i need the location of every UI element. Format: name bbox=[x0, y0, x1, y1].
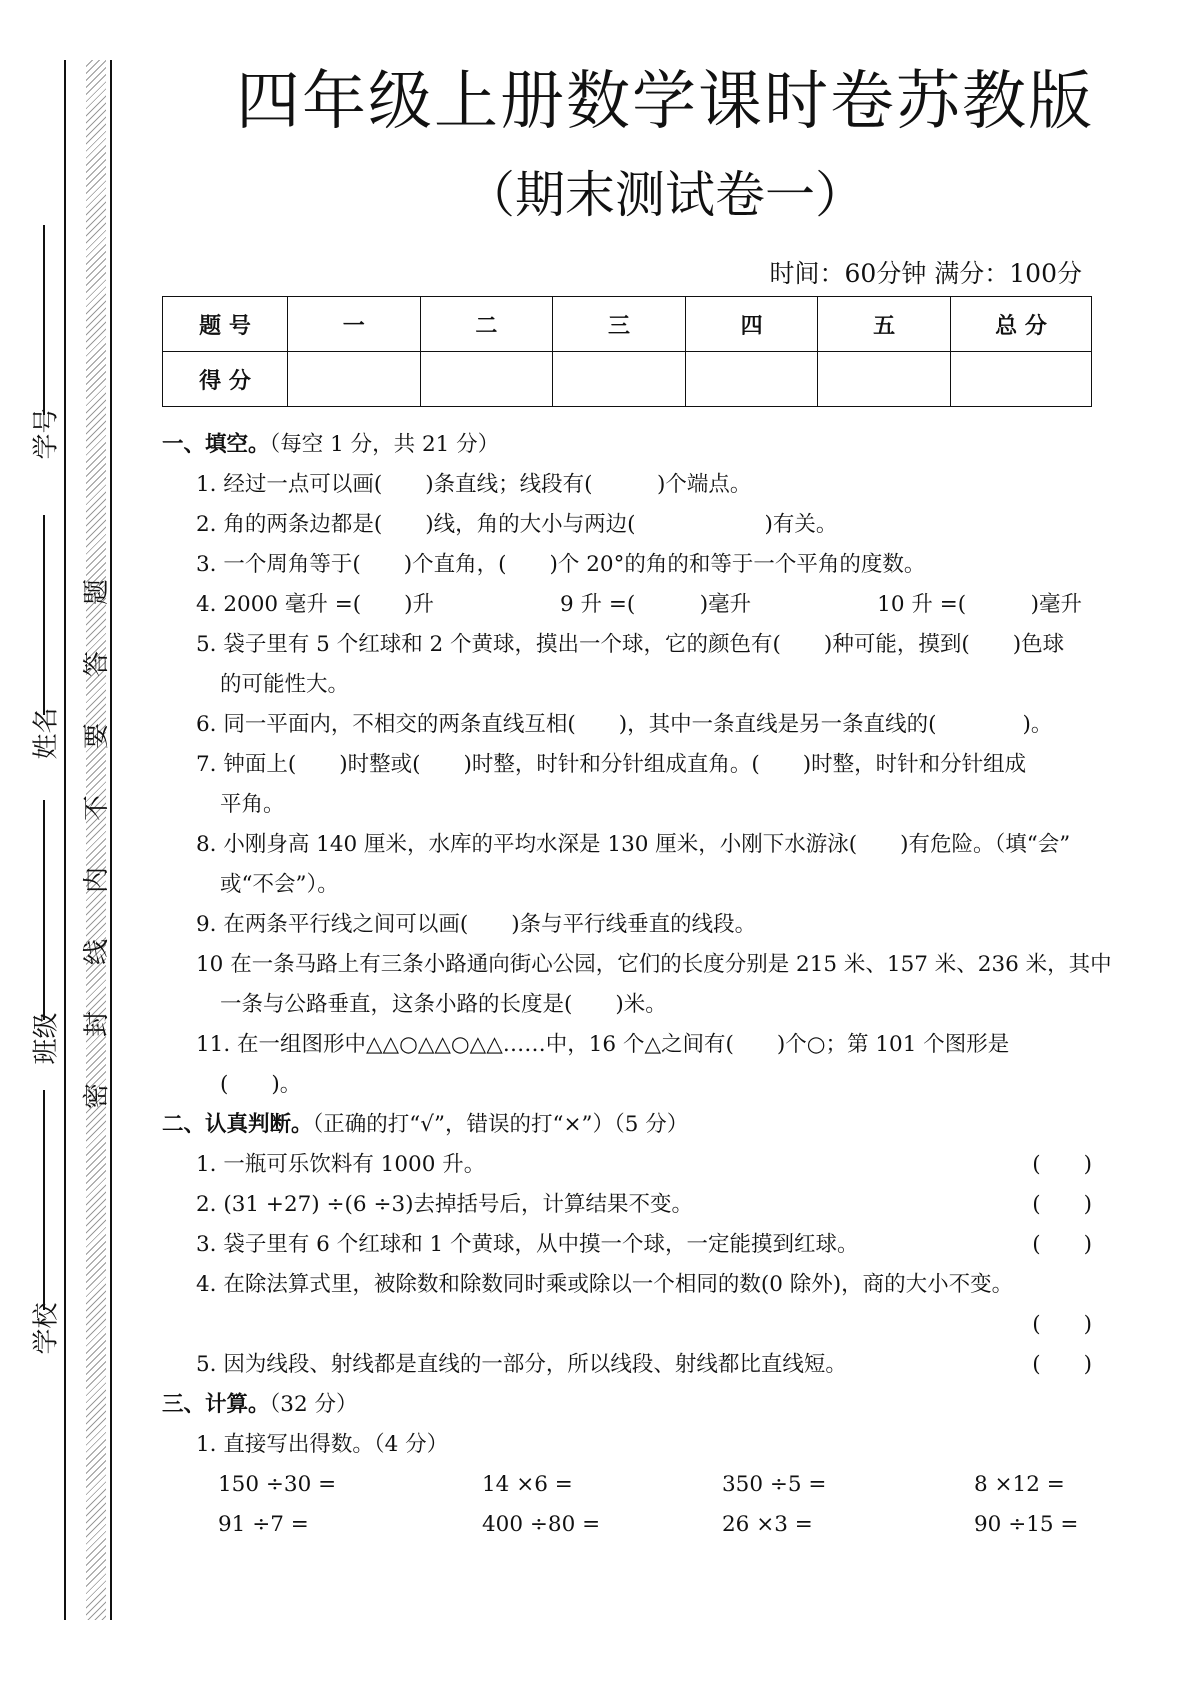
answer-paren[interactable]: ( ) bbox=[1032, 1152, 1092, 1177]
name-line bbox=[43, 515, 45, 715]
student-id-field[interactable] bbox=[14, 225, 74, 460]
class-line bbox=[43, 800, 45, 1020]
school-field[interactable] bbox=[14, 1090, 74, 1355]
question-part: 4. 2000 毫升 =( )升 bbox=[196, 592, 435, 617]
calc-item[interactable]: 8 ×12 = bbox=[974, 1472, 1065, 1497]
calc-item[interactable]: 90 ÷15 = bbox=[974, 1512, 1079, 1537]
judge-item bbox=[162, 1265, 1092, 1305]
question: 7. 钟面上( )时整或( )时整，时针和分针组成直角。( )时整，时针和分针组成 bbox=[196, 752, 1027, 777]
section3-heading bbox=[162, 1385, 1092, 1425]
judge-item bbox=[162, 1145, 1092, 1185]
question-part: 9 升 =( )毫升 bbox=[560, 592, 752, 617]
seal-char: 答 bbox=[82, 651, 112, 678]
judge-text: 1. 一瓶可乐饮料有 1000 升。 bbox=[196, 1152, 486, 1177]
question-continuation: 的可能性大。 bbox=[220, 672, 350, 697]
score-cell[interactable] bbox=[951, 352, 1092, 407]
answer-paren[interactable]: ( ) bbox=[1032, 1352, 1092, 1377]
school-label: 学校 bbox=[31, 1302, 62, 1355]
name-label: 姓名 bbox=[31, 707, 62, 760]
question-continuation: ( )。 bbox=[220, 1072, 302, 1097]
exam-content bbox=[162, 425, 1112, 1545]
question: 9. 在两条平行线之间可以画( )条与平行线垂直的线段。 bbox=[196, 912, 757, 937]
class-label: 班级 bbox=[31, 1012, 62, 1065]
score-cell[interactable] bbox=[553, 352, 686, 407]
answer-paren[interactable]: ( ) bbox=[1032, 1192, 1092, 1217]
student-id-line bbox=[43, 225, 45, 415]
judge-text: 4. 在除法算式里，被除数和除数同时乘或除以一个相同的数(0 除外)，商的大小不变。 bbox=[196, 1272, 1014, 1297]
calc-item[interactable]: 91 ÷7 = bbox=[218, 1512, 309, 1537]
question: 6. 同一平面内，不相交的两条直线互相( )，其中一条直线是另一条直线的( )。 bbox=[196, 712, 1053, 737]
binding-margin bbox=[0, 0, 140, 1682]
section1-title: 一、填空。 bbox=[162, 432, 270, 457]
seal-char: 题 bbox=[82, 579, 112, 606]
score-header-cell: 题 号 bbox=[163, 297, 288, 352]
question-part: 10 升 =( )毫升 bbox=[877, 592, 1082, 617]
section2-note: （正确的打“√”，错误的打“×”）（5 分） bbox=[312, 1112, 689, 1137]
seal-char: 不 bbox=[82, 795, 112, 822]
score-cell[interactable] bbox=[420, 352, 553, 407]
score-cell[interactable] bbox=[818, 352, 951, 407]
section3-title: 三、计算。 bbox=[162, 1392, 270, 1417]
score-header-cell: 二 bbox=[420, 297, 553, 352]
judge-text: 3. 袋子里有 6 个红球和 1 个黄球，从中摸一个球，一定能摸到红球。 bbox=[196, 1232, 859, 1257]
seal-char: 密 bbox=[82, 1083, 112, 1110]
section2-title: 二、认真判断。 bbox=[162, 1112, 313, 1137]
calc-item[interactable]: 14 ×6 = bbox=[482, 1472, 573, 1497]
score-row bbox=[163, 352, 1092, 407]
seal-char: 内 bbox=[82, 867, 112, 894]
page-subtitle: （期末测试卷一） bbox=[465, 166, 865, 224]
calc-item[interactable]: 26 ×3 = bbox=[722, 1512, 813, 1537]
score-cell[interactable] bbox=[685, 352, 818, 407]
score-header-cell: 四 bbox=[685, 297, 818, 352]
question-continuation: 或“不会”）。 bbox=[220, 872, 339, 897]
judge-item bbox=[162, 1345, 1092, 1385]
calc-item[interactable]: 400 ÷80 = bbox=[482, 1512, 601, 1537]
section1-heading bbox=[162, 425, 1092, 465]
question-4 bbox=[162, 585, 1092, 625]
calc-item[interactable]: 150 ÷30 = bbox=[218, 1472, 337, 1497]
calc-subheading: 1. 直接写出得数。（4 分） bbox=[196, 1432, 449, 1457]
page-title: 四年级上册数学课时卷苏教版 bbox=[236, 65, 1094, 139]
question-continuation: 一条与公路垂直，这条小路的长度是( )米。 bbox=[220, 992, 667, 1017]
seal-notice bbox=[80, 556, 114, 1132]
school-line bbox=[43, 1090, 45, 1310]
judge-text: 5. 因为线段、射线都是直线的一部分，所以线段、射线都比直线短。 bbox=[196, 1352, 847, 1377]
student-id-label: 学号 bbox=[31, 407, 62, 460]
question-continuation: 平角。 bbox=[220, 792, 285, 817]
question: 3. 一个周角等于( )个直角，( )个 20°的角的和等于一个平角的度数。 bbox=[196, 552, 926, 577]
judge-text: 2. (31 +27) ÷(6 ÷3)去掉括号后，计算结果不变。 bbox=[196, 1192, 694, 1217]
calc-item[interactable]: 350 ÷5 = bbox=[722, 1472, 827, 1497]
question: 8. 小刚身高 140 厘米，水库的平均水深是 130 厘米，小刚下水游泳( )有危险。（填“会” bbox=[196, 832, 1071, 857]
score-header-cell: 一 bbox=[288, 297, 421, 352]
score-header-cell: 总 分 bbox=[951, 297, 1092, 352]
section3-note: （32 分） bbox=[269, 1392, 358, 1417]
question: 2. 角的两条边都是( )线，角的大小与两边( )有关。 bbox=[196, 512, 838, 537]
score-header-row bbox=[163, 297, 1092, 352]
seal-char: 要 bbox=[82, 723, 112, 750]
judge-item-answer bbox=[162, 1305, 1092, 1345]
calc-grid bbox=[162, 1465, 1092, 1545]
section2-heading bbox=[162, 1105, 1092, 1145]
answer-paren[interactable]: ( ) bbox=[1032, 1232, 1092, 1257]
question: 1. 经过一点可以画( )条直线；线段有( )个端点。 bbox=[196, 472, 752, 497]
score-table bbox=[162, 296, 1092, 407]
question: 11. 在一组图形中△△○△△○△△……中，16 个△之间有( )个○；第 101 个图形是 bbox=[196, 1032, 1010, 1057]
name-field[interactable] bbox=[14, 515, 74, 760]
score-header-cell: 三 bbox=[553, 297, 686, 352]
score-header-cell: 五 bbox=[818, 297, 951, 352]
score-row-label: 得 分 bbox=[163, 352, 288, 407]
judge-item bbox=[162, 1225, 1092, 1265]
answer-paren[interactable]: ( ) bbox=[1032, 1312, 1092, 1337]
seal-char: 线 bbox=[82, 939, 112, 966]
seal-char: 封 bbox=[82, 1011, 112, 1038]
question: 5. 袋子里有 5 个红球和 2 个黄球，摸出一个球，它的颜色有( )种可能，摸到( )色球 bbox=[196, 632, 1065, 657]
question: 10 在一条马路上有三条小路通向街心公园，它们的长度分别是 215 米、157 米、236 米，其中 bbox=[196, 952, 1112, 977]
section1-note: （每空 1 分，共 21 分） bbox=[269, 432, 500, 457]
judge-item bbox=[162, 1185, 1092, 1225]
score-cell[interactable] bbox=[288, 352, 421, 407]
time-info: 时间：60分钟 满分：100分 bbox=[769, 259, 1082, 288]
